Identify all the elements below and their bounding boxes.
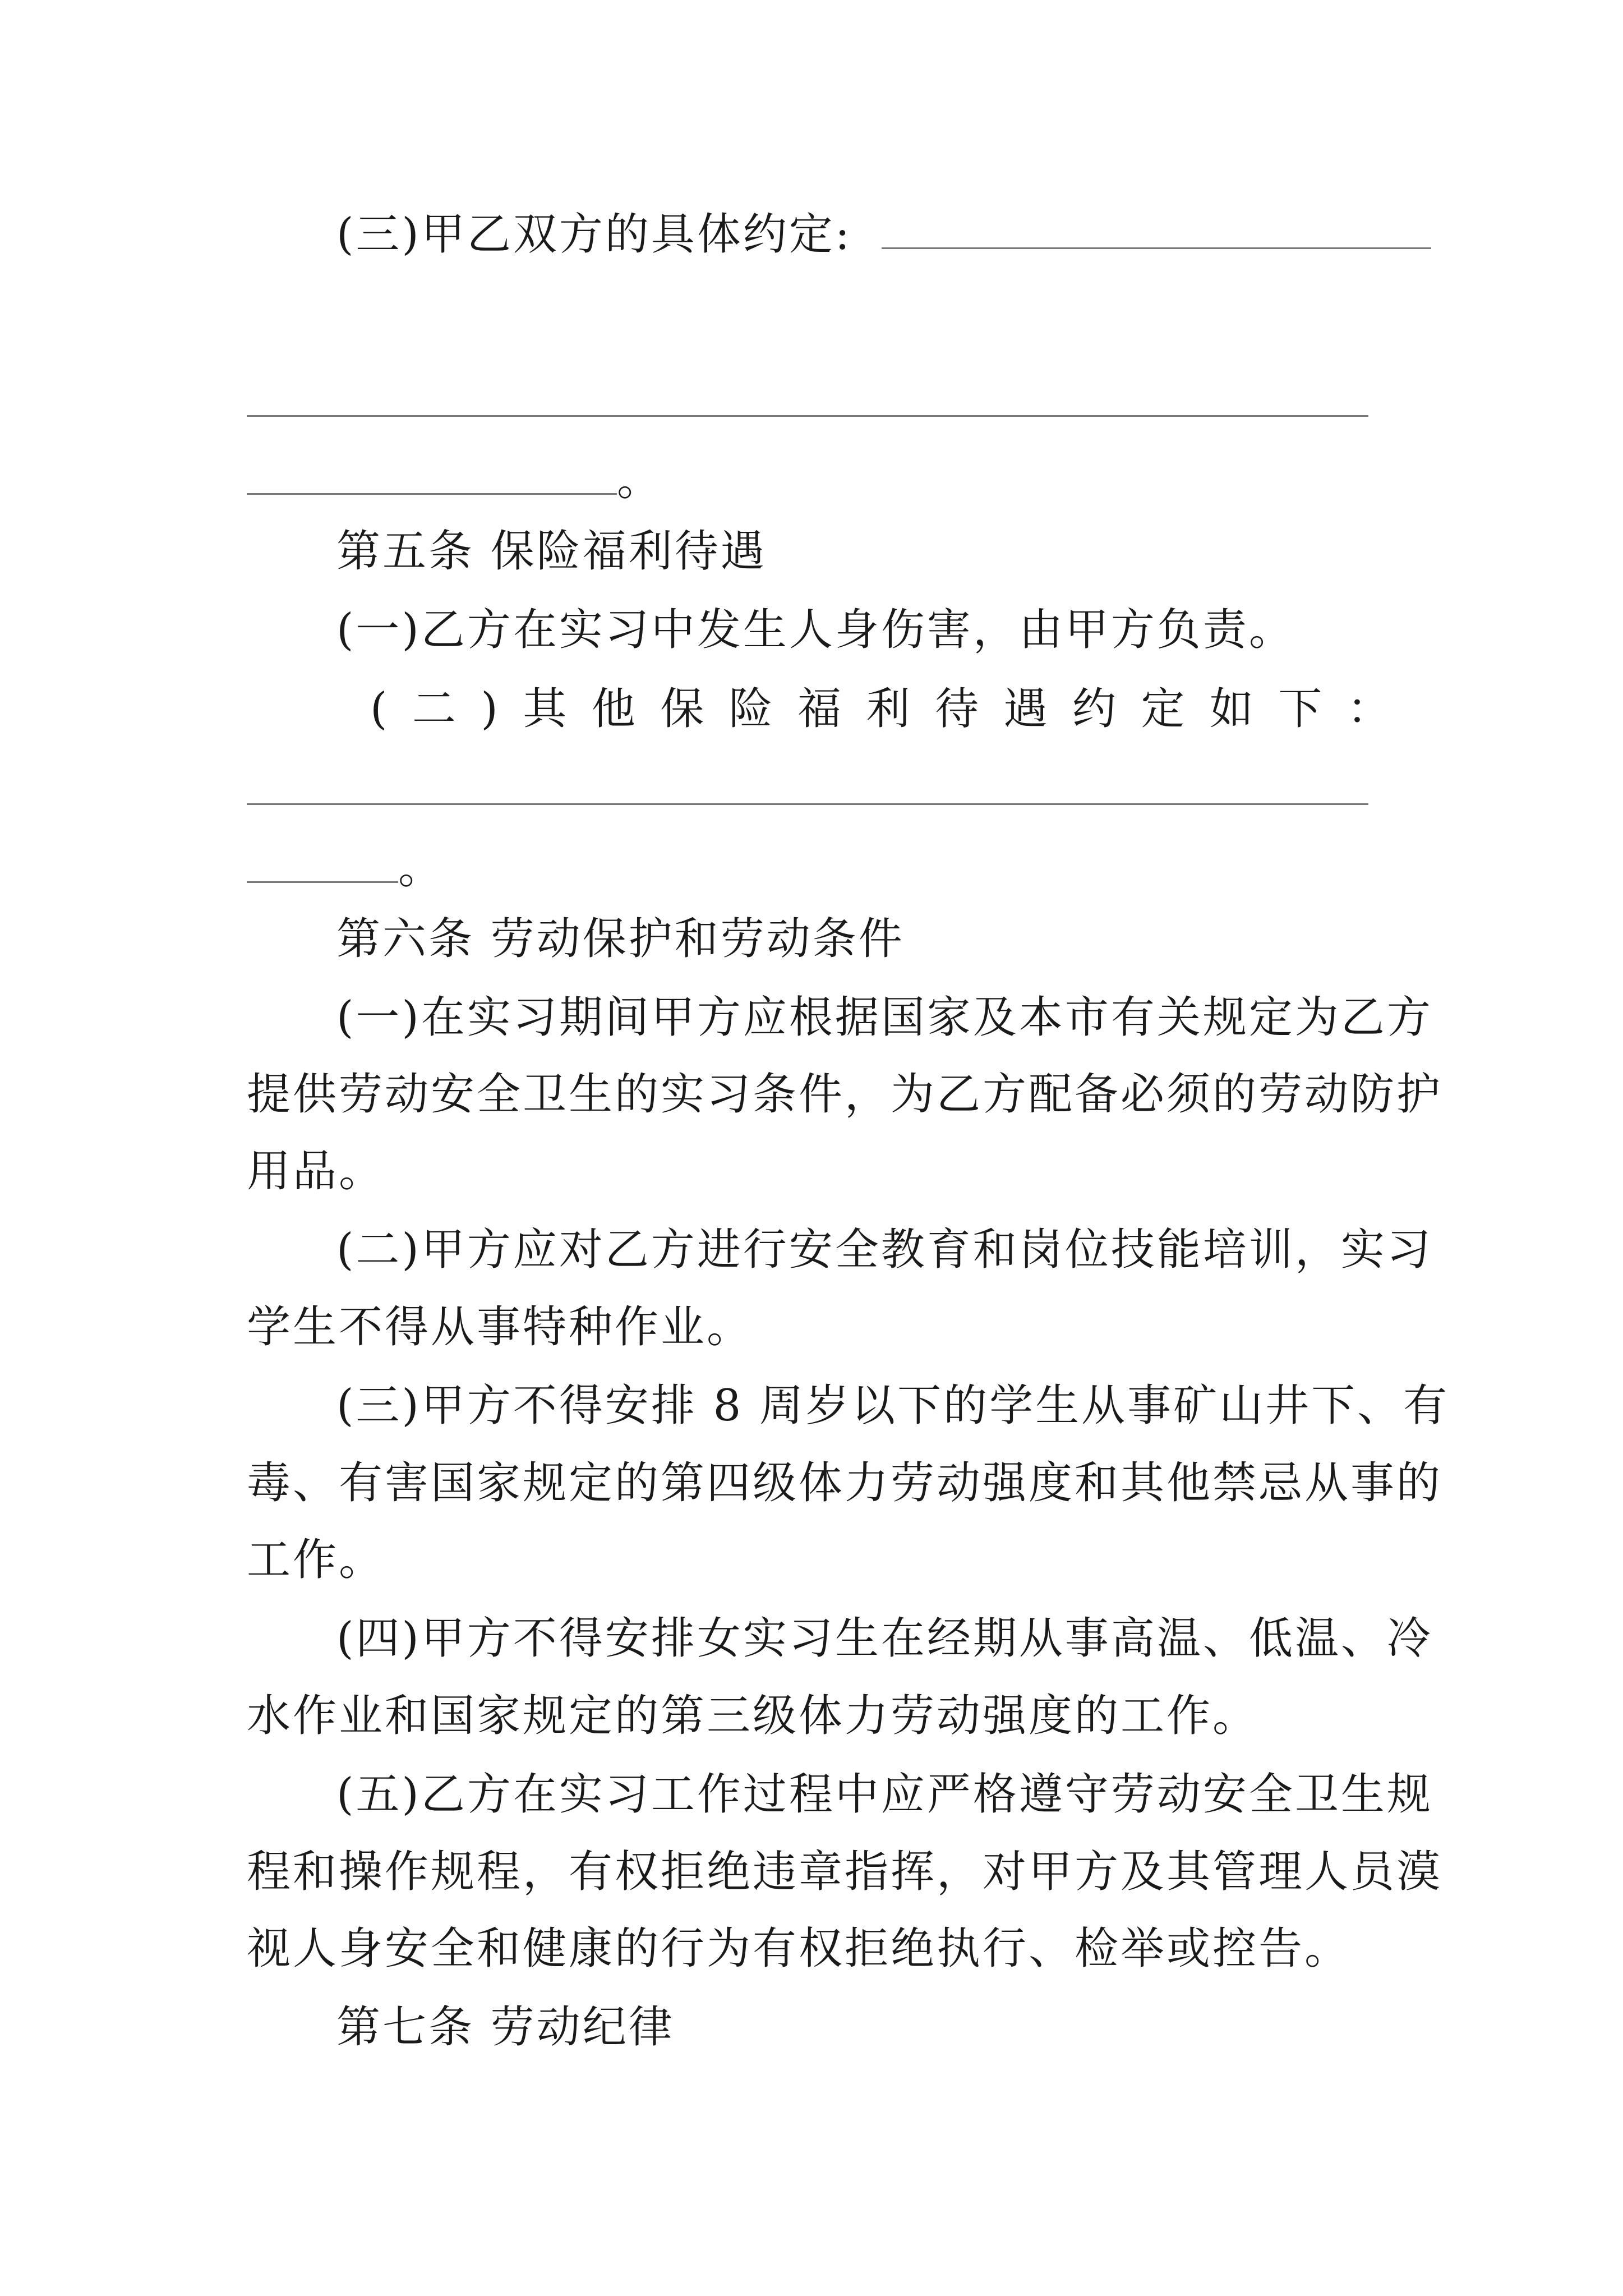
article-6-clause-1-line-1: (一)在实习期间甲方应根据国家及本市有关规定为乙方 <box>336 992 1433 1043</box>
article-6-clause-5-line-2: 程和操作规程，有权拒绝违章指挥，对甲方及其管理人员漠 <box>247 1847 1443 1897</box>
article-6-clause-3-line-2: 毒、有害国家规定的第四级体力劳动强度和其他禁忌从事的 <box>247 1458 1443 1508</box>
article-6-clause-4-line-1: (四)甲方不得安排女实习生在经期从事高温、低温、冷 <box>336 1613 1433 1664</box>
article-6-title: 第六条 劳动保护和劳动条件 <box>336 914 905 964</box>
article-6-clause-5-line-3: 视人身安全和健康的行为有权拒绝执行、检举或控告。 <box>247 1924 1351 1974</box>
article-6-clause-3-line-1: (三)甲方不得安排 8 周岁以下的学生从事矿山井下、有 <box>336 1381 1450 1431</box>
article-6-clause-4-line-2: 水作业和国家规定的第三级体力劳动强度的工作。 <box>247 1691 1259 1741</box>
article-6-clause-2-line-2: 学生不得从事特种作业。 <box>247 1302 753 1352</box>
article-6-clause-3-line-3: 工作。 <box>247 1535 385 1585</box>
article-7-title: 第七条 劳动纪律 <box>336 2002 675 2053</box>
char: 险 <box>728 684 773 734</box>
article-5-title: 第五条 保险福利待遇 <box>336 526 767 577</box>
char: 其 <box>523 684 567 734</box>
article-6-clause-1-line-3: 用品。 <box>247 1146 385 1197</box>
char: 二 <box>412 684 456 734</box>
fill-blank-end <box>247 841 1391 895</box>
char: ： <box>1347 684 1391 734</box>
fill-blank-line[interactable] <box>247 415 1368 417</box>
article-6-clause-2-line-1: (二)甲方应对乙方进行安全教育和岗位技能培训，实习 <box>336 1225 1433 1275</box>
char: 如 <box>1209 684 1253 734</box>
char: 利 <box>866 684 910 734</box>
char: 福 <box>797 684 842 734</box>
article-6-clause-5-line-1: (五)乙方在实习工作过程中应严格遵守劳动安全卫生规 <box>336 1769 1433 1820</box>
clause-text: (三)甲乙双方的具体约定: <box>336 209 852 260</box>
fill-blank-line[interactable] <box>247 803 1368 805</box>
fill-blank[interactable] <box>882 214 1431 249</box>
char: ) <box>481 684 498 734</box>
char: 保 <box>660 684 704 734</box>
period: 。 <box>398 843 445 894</box>
fill-blank[interactable] <box>247 459 617 495</box>
clause-3-specific-agreement <box>336 208 1391 261</box>
char: 定 <box>1141 684 1185 734</box>
char: 他 <box>591 684 635 734</box>
char: 下 <box>1278 684 1322 734</box>
fill-blank-end <box>247 453 1391 507</box>
fill-blank[interactable] <box>247 848 398 883</box>
char: 遇 <box>1003 684 1048 734</box>
char: ( <box>370 684 388 734</box>
article-5-clause-2 <box>370 682 1391 736</box>
article-6-clause-1-line-2: 提供劳动安全卫生的实习条件，为乙方配备必须的劳动防护 <box>247 1069 1443 1120</box>
char: 约 <box>1072 684 1117 734</box>
article-5-clause-1: (一)乙方在实习中发生人身伤害，由甲方负责。 <box>336 605 1295 655</box>
period: 。 <box>617 455 663 505</box>
char: 待 <box>935 684 979 734</box>
